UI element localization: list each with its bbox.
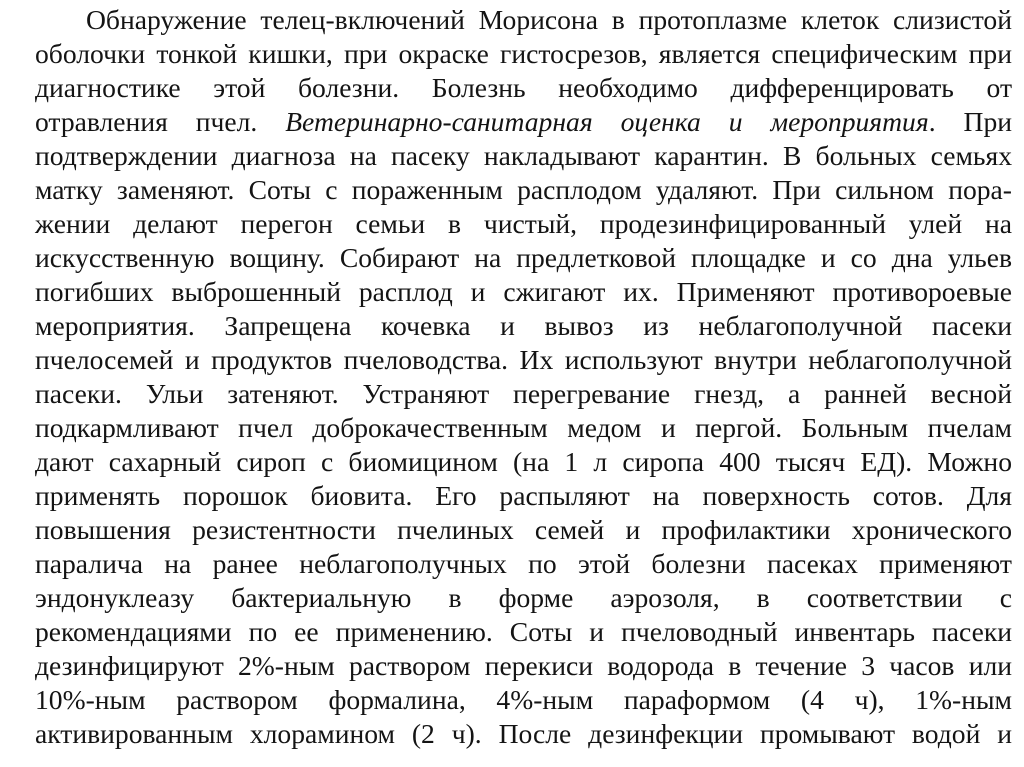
document-text bbox=[35, 0, 1012, 751]
text-segment: активированным хлорамином (2 ч). После дезинфекции промывают водой и bbox=[35, 718, 1012, 749]
text-line bbox=[35, 37, 1012, 71]
text-segment: мероприятия. Запрещена кочевка и вывоз из неблагополучной пасеки bbox=[35, 310, 1012, 341]
text-segment: матку заменяют. Соты с пораженным расплодом удаляют. При сильном пора- bbox=[35, 174, 1012, 205]
text-segment: искусственную вощину. Собирают на предлетковой площадке и со дна ульев bbox=[35, 242, 1012, 273]
text-line bbox=[35, 105, 1012, 139]
text-segment: дезинфицируют 2%-ным раствором перекиси водорода в течение 3 часов или bbox=[35, 650, 1012, 681]
text-segment: подтверждении диагноза на пасеку накладывают карантин. В больных семьях bbox=[35, 140, 1012, 171]
text-segment: рекомендациями по ее применению. Соты и пчеловодный инвентарь пасеки bbox=[35, 616, 1012, 647]
text-segment: подкармливают пчел доброкачественным медом и пергой. Больным пчелам bbox=[35, 412, 1012, 443]
text-segment: оболочки тонкой кишки, при окраске гистосрезов, является специфическим при bbox=[35, 38, 1012, 69]
text-line bbox=[35, 173, 1012, 207]
text-line bbox=[35, 411, 1012, 445]
italic-text-segment: Ветеринарно-санитарная оценка и мероприятия bbox=[285, 106, 929, 137]
text-line bbox=[35, 377, 1012, 411]
text-line bbox=[35, 241, 1012, 275]
text-segment: пчелосемей и продуктов пчеловодства. Их используют внутри неблагополучной bbox=[35, 344, 1012, 375]
text-line bbox=[35, 649, 1012, 683]
text-line bbox=[35, 615, 1012, 649]
text-segment: . При bbox=[928, 106, 1013, 137]
text-line bbox=[35, 581, 1012, 615]
text-segment: повышения резистентности пчелиных семей и профилактики хронического bbox=[35, 514, 1012, 545]
text-line bbox=[35, 683, 1012, 717]
text-line bbox=[35, 139, 1012, 173]
text-segment: диагностике этой болезни. Болезнь необходимо дифференцировать от bbox=[35, 72, 1012, 103]
text-segment: эндонуклеазу бактериальную в форме аэрозоля, в соответствии с bbox=[35, 582, 1012, 613]
text-line bbox=[35, 717, 1012, 751]
text-segment: 10%-ным раствором формалина, 4%-ным параформом (4 ч), 1%-ным bbox=[35, 684, 1012, 715]
text-segment: пасеки. Ульи затеняют. Устраняют перегревание гнезд, а ранней весной bbox=[35, 378, 1012, 409]
text-line bbox=[35, 207, 1012, 241]
text-line bbox=[35, 547, 1012, 581]
text-segment: погибших выброшенный расплод и сжигают их. Применяют противороевые bbox=[35, 276, 1012, 307]
text-line bbox=[35, 3, 1012, 37]
text-line bbox=[35, 479, 1012, 513]
text-line bbox=[35, 343, 1012, 377]
text-line bbox=[35, 309, 1012, 343]
text-line bbox=[35, 71, 1012, 105]
text-line bbox=[35, 275, 1012, 309]
text-segment: применять порошок биовита. Его распыляют на поверхность сотов. Для bbox=[35, 480, 1012, 511]
text-line bbox=[35, 445, 1012, 479]
text-segment: отравления пчел. bbox=[35, 106, 286, 137]
text-segment: жении делают перегон семьи в чистый, продезинфицированный улей на bbox=[35, 208, 1012, 239]
text-segment: паралича на ранее неблагополучных по этой болезни пасеках применяют bbox=[35, 548, 1012, 579]
text-segment: дают сахарный сироп с биомицином (на 1 л сиропа 400 тысяч ЕД). Можно bbox=[35, 446, 1012, 477]
text-segment: Обнаружение телец-включений Морисона в протоплазме клеток слизистой bbox=[86, 4, 1012, 35]
text-line bbox=[35, 513, 1012, 547]
